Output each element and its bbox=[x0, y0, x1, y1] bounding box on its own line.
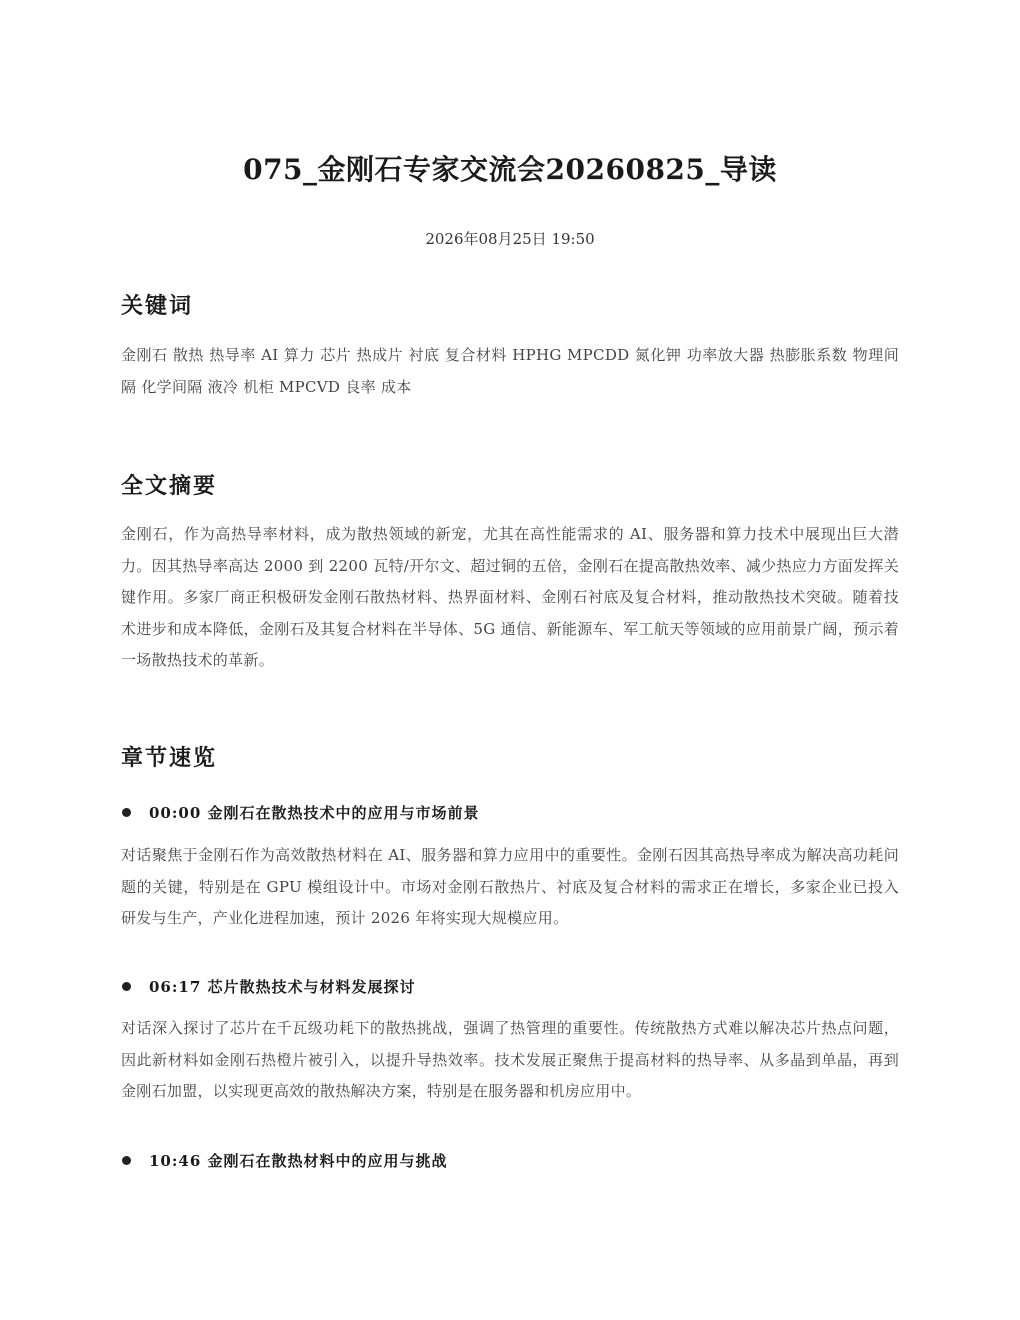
chapter-title: 金刚石在散热技术中的应用与市场前景 bbox=[207, 804, 480, 822]
document-date: 2026年08月25日 19:50 bbox=[425, 230, 595, 248]
document-title: 075_金刚石专家交流会20260825_导读 bbox=[243, 153, 777, 186]
chapter-time: 10:46 bbox=[149, 1152, 202, 1170]
chapter-title: 金刚石在散热材料中的应用与挑战 bbox=[207, 1152, 448, 1170]
keywords-heading: 关键词 bbox=[121, 293, 194, 319]
chapter-item-heading bbox=[121, 1149, 899, 1173]
bullet-icon bbox=[122, 982, 131, 991]
chapter-time: 00:00 bbox=[149, 804, 202, 822]
summary-text: 金刚石，作为高热导率材料，成为散热领域的新宠，尤其在高性能需求的 AI、服务器和算力技术中展现出巨大潜力。因其热导率高达 2000 到 2200 瓦特/开尔文、超过铜的五倍，金刚石在提高散热效率、减少热应力方面发挥关键作用。多家厂商正积极研发金刚石散热材料、热界面材料、金刚石衬底及复合材料，推动散热技术突破。随着技术进步和成本降低，金刚石及其复合材料在半导体、5G 通信、新能源车、军工航天等领域的应用前景广阔，预示着一场散热技术的革新。 bbox=[121, 525, 899, 669]
chapter-time: 06:17 bbox=[149, 978, 202, 996]
chapters-heading: 章节速览 bbox=[121, 745, 218, 771]
chapter-item-heading bbox=[121, 801, 899, 825]
bullet-icon bbox=[122, 808, 131, 817]
summary-heading: 全文摘要 bbox=[121, 473, 218, 499]
chapter-title: 芯片散热技术与材料发展探讨 bbox=[207, 978, 416, 996]
chapter-item-heading bbox=[121, 975, 899, 999]
chapter-text: 对话深入探讨了芯片在千瓦级功耗下的散热挑战，强调了热管理的重要性。传统散热方式难以解决芯片热点问题，因此新材料如金刚石热橙片被引入，以提升导热效率。技术发展正聚焦于提高材料的热导率、从多晶到单晶，再到金刚石加盟，以实现更高效的散热解决方案，特别是在服务器和机房应用中。 bbox=[121, 1019, 899, 1100]
chapter-text: 对话聚焦于金刚石作为高效散热材料在 AI、服务器和算力应用中的重要性。金刚石因其高热导率成为解决高功耗问题的关键，特别是在 GPU 模组设计中。市场对金刚石散热片、衬底及复合材料的需求正在增长，多家企业已投入研发与生产，产业化进程加速，预计 2026 年将实现大规模应用。 bbox=[121, 846, 899, 927]
bullet-icon bbox=[122, 1156, 131, 1165]
keywords-text: 金刚石 散热 热导率 AI 算力 芯片 热成片 衬底 复合材料 HPHG MPCDD 氮化钾 功率放大器 热膨胀系数 物理间隔 化学间隔 液冷 机柜 MPCVD 良率 成本 bbox=[121, 346, 899, 396]
